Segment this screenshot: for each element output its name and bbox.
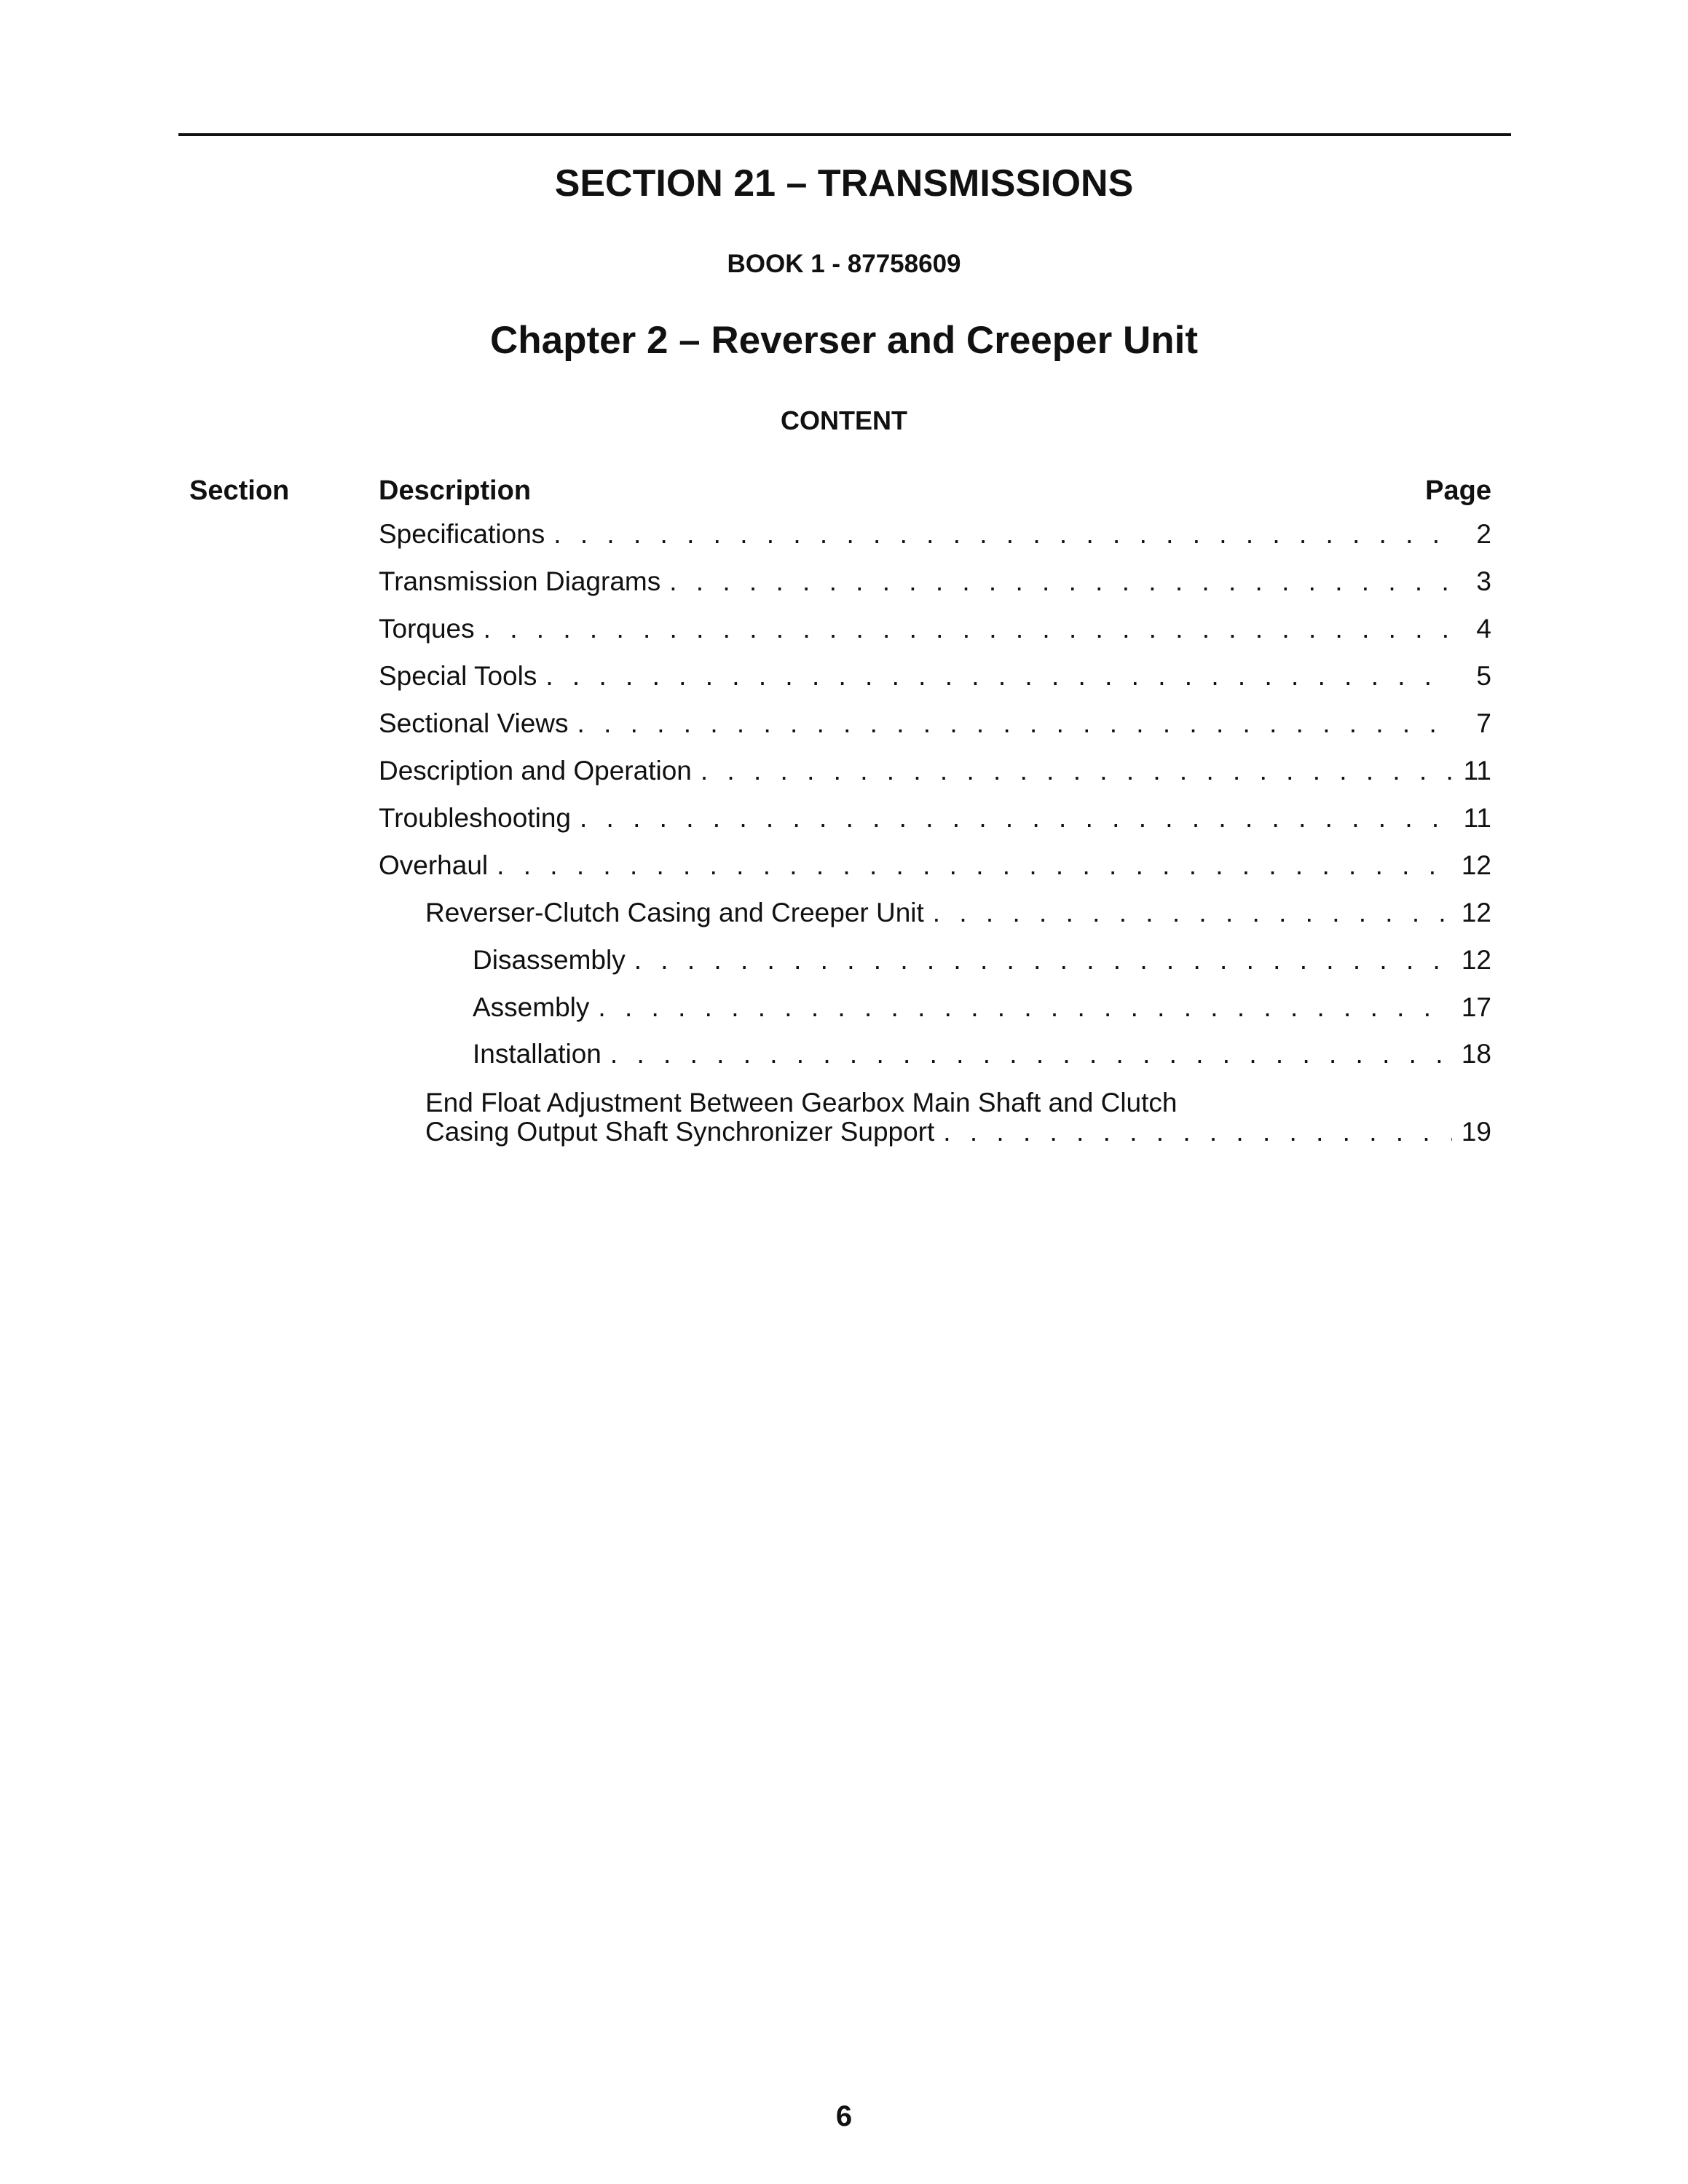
toc-entry-label: Transmission Diagrams	[379, 566, 661, 596]
content-heading: CONTENT	[781, 405, 907, 435]
dot-leader	[577, 709, 1452, 738]
toc-entry-sectional-views[interactable]	[379, 709, 1491, 738]
toc-entry-overhaul[interactable]	[379, 851, 1491, 880]
toc-entry-page: 3	[1476, 566, 1491, 596]
toc-entry-page: 4	[1476, 614, 1491, 644]
toc-entry-end-float-adjustment[interactable]	[425, 1088, 1491, 1147]
toc-entry-troubleshooting[interactable]	[379, 804, 1491, 833]
toc-entry-assembly[interactable]	[473, 993, 1491, 1022]
toc-entry-page: 19	[1461, 1117, 1491, 1147]
toc-entry-label: Description and Operation	[379, 756, 692, 786]
dot-leader	[634, 946, 1452, 975]
dot-leader	[933, 898, 1452, 927]
page-number: 6	[835, 2100, 853, 2132]
toc-entry-page: 12	[1461, 945, 1491, 975]
dot-leader	[610, 1040, 1452, 1069]
toc-entry-label: Assembly	[473, 992, 590, 1022]
toc-entry-transmission-diagrams[interactable]	[379, 567, 1491, 596]
toc-entry-description-and-operation[interactable]	[379, 756, 1491, 786]
toc-entry-specifications[interactable]	[379, 520, 1491, 549]
toc-entry-label: Reverser-Clutch Casing and Creeper Unit	[425, 898, 924, 927]
toc-entry-page: 17	[1461, 992, 1491, 1022]
toc-entry-label: Sectional Views	[379, 708, 569, 738]
toc-entry-label-line2: Casing Output Shaft Synchronizer Support	[425, 1117, 935, 1147]
toc-entry-page: 11	[1463, 803, 1491, 833]
column-header-section: Section	[189, 475, 290, 506]
dot-leader	[598, 993, 1452, 1022]
toc-entry-page: 12	[1461, 850, 1491, 880]
book-number: BOOK 1 - 87758609	[727, 250, 961, 278]
toc-entry-page: 12	[1461, 898, 1491, 927]
dot-leader	[545, 662, 1452, 691]
toc-entry-label: Troubleshooting	[379, 803, 571, 833]
toc-entry-installation[interactable]	[473, 1040, 1491, 1069]
toc-entry-page: 2	[1476, 519, 1491, 549]
toc-entry-page: 11	[1463, 756, 1491, 786]
toc-entry-line2	[425, 1117, 1491, 1147]
toc-entry-page: 7	[1476, 708, 1491, 738]
dot-leader	[484, 614, 1452, 644]
toc-entry-label: Specifications	[379, 519, 545, 549]
toc-entry-page: 18	[1461, 1039, 1491, 1069]
toc-entry-disassembly[interactable]	[473, 946, 1491, 975]
column-header-page: Page	[1425, 475, 1491, 506]
chapter-title: Chapter 2 – Reverser and Creeper Unit	[489, 319, 1199, 362]
toc-entry-label-line1: End Float Adjustment Between Gearbox Main Shaft and Clutch	[425, 1088, 1178, 1117]
dot-leader	[701, 756, 1452, 786]
dot-leader	[580, 804, 1452, 833]
toc-entry-special-tools[interactable]	[379, 662, 1491, 691]
top-rule	[178, 133, 1511, 136]
toc-entry-label: Disassembly	[473, 945, 626, 975]
dot-leader	[497, 851, 1452, 880]
toc-entry-label: Special Tools	[379, 661, 537, 691]
dot-leader	[553, 520, 1452, 549]
dot-leader	[943, 1117, 1452, 1147]
toc-entry-torques[interactable]	[379, 614, 1491, 644]
toc-entry-label: Torques	[379, 614, 475, 644]
column-header-description: Description	[379, 475, 532, 506]
toc-entry-reverser-clutch-casing[interactable]	[425, 898, 1491, 927]
toc-entry-label: Overhaul	[379, 850, 489, 880]
toc-entry-page: 5	[1476, 661, 1491, 691]
toc-entry-label: Installation	[473, 1039, 602, 1069]
dot-leader	[669, 567, 1452, 596]
section-title: SECTION 21 – TRANSMISSIONS	[554, 162, 1134, 205]
